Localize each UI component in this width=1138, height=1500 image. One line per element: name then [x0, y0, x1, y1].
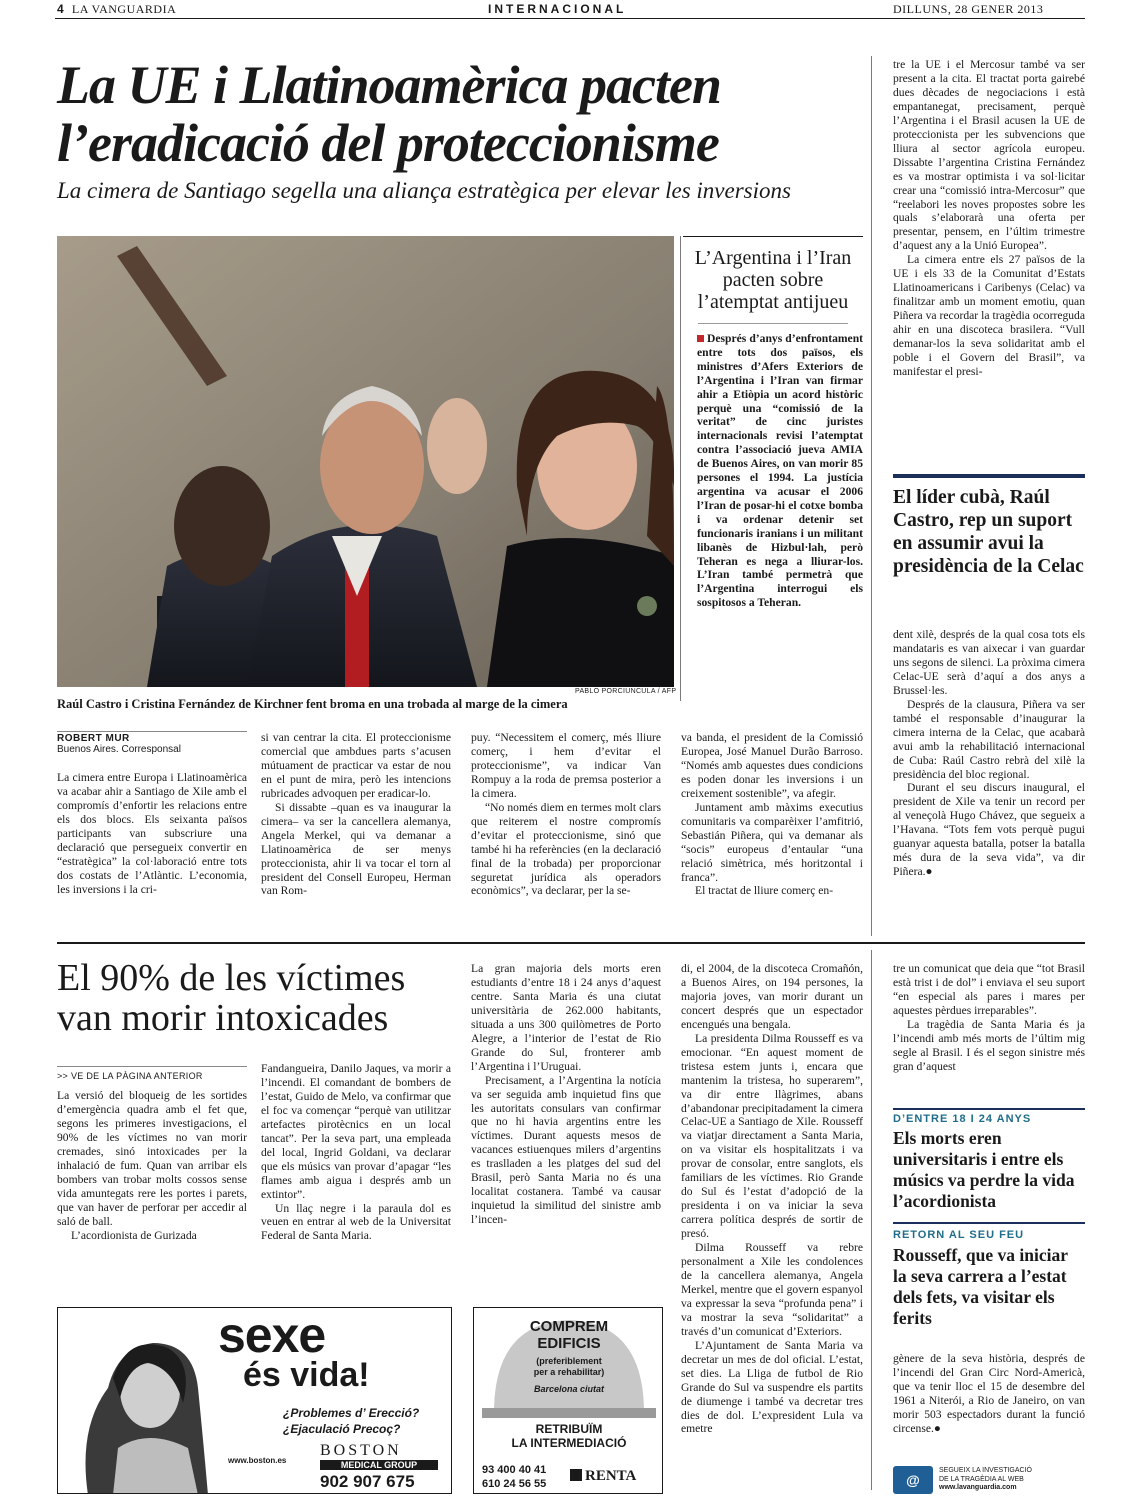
- page-number: 4: [57, 2, 65, 16]
- second-col4-p2: La presidenta Dilma Rousseff es va emocionar. “En aquest moment de tristesa estem junts i, encara que mantenim la tristesa, ho superarem”, va dir entre llàgrimes, abans d’abandonar precipitadament la cimera Celac-UE a Santiago de Xile. Rousseff va viatjar directament a Santa Maria, on va visitar els hospitalitzats i va provar de consolar, entre sanglots, els familiars de les víctimes. Rio Grande do Sul és l’estat d’adopció de la presidenta i on va iniciar la seva carrera política després de sortir de presó.: [681, 1031, 863, 1241]
- second-col1-p1: La versió del bloqueig de les sortides d’emergència quadra amb el fet que, segons les primeres investigacions, el 90% de les víctimes no van morir cremades, sinó intoxicades per la inhalació de fum. Quan van arribar els bombers van trobar molts cossos sense vida amuntegats rere les portes i parets, que van haver de perforar per accedir al saló de ball.: [57, 1089, 247, 1228]
- second-col3-p2: Precisament, a l’Argentina la notícia va ser seguida amb inquietud fins que les autoritats consulars van confirmar que no hi havia argentins entre les víctimes. Durant aquests mesos de vacances estiuenques milers d’argentins es traslladen a les platges del sud del Brasil, però Santa Maria no és una localitat costanera. També va causar inquietud la similitud del sinistre amb l’incen-: [471, 1073, 661, 1227]
- second-col5-p2: La tragèdia de Santa Maria és ja l’incendi amb més morts de l’últim mig segle al Brasil. I és el segon sinistre més gran d’aquest: [893, 1017, 1085, 1073]
- ad-renta-line7: LA INTERMEDIACIÓ: [511, 1436, 627, 1450]
- byline-place: Buenos Aires. Corresponsal: [57, 744, 181, 755]
- main-col4-p3: El tractat de lliure comerç en-: [695, 884, 834, 898]
- section-name: INTERNACIONAL: [488, 2, 627, 16]
- second-col1: [57, 1089, 247, 1242]
- second-col5-bottom-p1: gènere de la seva història, després de l’incendi del Gran Circ Nord-Americà, que va tenir lloc el 15 de desembre del 1961 a Niterói, a Rio de Janeiro, on van morir 503 espectadors durant la funció circense.●: [893, 1352, 1085, 1435]
- main-col1-p1: La cimera entre Europa i Llatinoamèrica va acabar ahir a Santiago de Xile amb el compromís d’enfortir les relacions entre els dos blocs. Els seixanta països participants van subscriure una declaració que persegueix convertir en “estratègica” la col·laboració entre tots dos costats de l’Atlàntic. L’economia, les inversions i la cri-: [57, 771, 247, 896]
- sidebar-body-text: Després d’anys d’enfrontament entre tots dos països, els ministres d’Afers Exteriors de l’Argentina i l’Iran van firmar ahir a Etiòpia un acord històric perquè una “comissió de la veritat” de cinc juristes internacionals revisi l’atemptat contra l’associació jueva AMIA de Buenos Aires, on van morir 85 persones el 1994. La justícia argentina va acusar el 2006 l’Iran de posar-hi el cotxe bomba i va ordenar detenir set funcionaris iranians i un militant libanès de Hizbul·lah, però Teheran es nega a lliurar-los. L’Iran també permetrà que l’Argentina interrogui els sospitosos a Teheran.: [697, 332, 863, 610]
- ad-renta-phone2: 610 24 56 55: [482, 1478, 547, 1490]
- continued-rule: [57, 1066, 247, 1067]
- web-promo-url[interactable]: www.lavanguardia.com: [939, 1484, 1017, 1492]
- web-at-icon: @: [893, 1466, 933, 1494]
- main-col3-p1: puy. “Necessitem el comerç, més lliure comerç, i hem d’evitar el proteccionisme”, va indicar Van Rompuy a la roda de premsa posterior a la cimera.: [471, 731, 661, 800]
- summit-photo: [57, 236, 674, 687]
- second-col2-p1: Fandangueira, Danilo Jaques, va morir a l’incendi. El comandant de bombers de l’estat, Guido de Melo, va confirmar que el foc va començar “perquè van utilitzar artefactes pirotècnics en un local tancat”. Per la seva part, una empleada del local, Ingrid Goldani, va declarar que els músics van provar d’apagar “les flames amb aigua i després amb un extintor”.: [261, 1062, 451, 1201]
- renta-logo-icon: [570, 1469, 582, 1481]
- main-col3-p2: “No només diem en termes molt clars que reiterem el nostre compromís d’evitar el proteccionisme, sinó que també hi ha referències (en la declaració final de la trobada) per proporcionar seguretat jurídica als operadors econòmics”, va declarar, per la se-: [471, 800, 661, 898]
- ad-renta-line1: COMPREM: [529, 1318, 609, 1335]
- main-col2-p1: si van centrar la cita. El proteccionisme comercial que ambdues parts s’acusen mútuament de practicar va estar de nou en el punt de mira, però les intencions rubricades advoquen per eradicar-lo.: [261, 731, 451, 800]
- summit-photo-illustration: [57, 236, 674, 687]
- main-col5-bottom-p1: dent xilè, després de la qual cosa tots els mandataris es van aixecar i van guardar uns segons de silenci. La pròxima cimera Celac-UE serà d’aquí a dos anys a Brussel·les.: [893, 628, 1085, 697]
- sidebar-title: L’Argentina i l’Iran pacten sobre l’atemptat antijueu: [694, 247, 852, 313]
- second-col5-top: [893, 962, 1085, 1074]
- main-col5-bottom-p2: Després de la clausura, Piñera va ser també el responsable d’inaugurar la cimera interna de la Celac, que acabarà avui amb la rehabilitació internacional de Cuba: Raúl Castro rebrà del xilè la presidència del bloc regional.: [893, 697, 1085, 781]
- right-column-rule: [871, 56, 872, 936]
- ad-boston[interactable]: [57, 1307, 452, 1494]
- pull-quote-castro: El líder cubà, Raúl Castro, rep un suport en assumir avui la presidència de la Celac: [893, 487, 1084, 577]
- ad-renta-line2: EDIFICIS: [537, 1335, 601, 1352]
- ad-boston-q2: ¿Ejaculació Precoç?: [283, 1422, 401, 1436]
- ad-boston-brand1: BOSTON: [320, 1442, 402, 1459]
- sidebar-rule: [680, 236, 681, 701]
- web-promo-text: [939, 1467, 1032, 1493]
- header-rule: [55, 18, 1085, 19]
- paper-name: LA VANGUARDIA: [71, 2, 177, 16]
- main-col3: [471, 731, 661, 898]
- ad-renta-brand: [570, 1468, 636, 1485]
- box2-kicker: RETORN AL SEU FEU: [893, 1229, 1025, 1241]
- article-divider: [57, 942, 1085, 944]
- main-col5-bottom: [893, 628, 1085, 879]
- second-col2: [261, 1062, 451, 1243]
- second-col1-p2: L’acordionista de Gurizada: [71, 1228, 197, 1242]
- second-col4: [681, 962, 863, 1494]
- second-col3-p1: La gran majoria dels morts eren estudiants d’entre 18 i 24 anys d’aquest centre. Santa Maria és una ciutat universitària de 262.000 habitants, situada a uns 300 quilòmetres de Porto Alegre, a l’interior de l’estat de Rio Grande do Sul, fronterer amb l’Argentina i l’Uruguai.: [471, 962, 661, 1073]
- ad-renta-line5: Barcelona ciutat: [533, 1384, 605, 1394]
- web-promo[interactable]: [893, 1464, 1085, 1496]
- continued-label: [57, 1071, 203, 1081]
- box1-text: Els morts eren universitaris i entre els músics va perdre la vida l’acordionista: [893, 1128, 1075, 1211]
- page-number-and-paper: [57, 2, 176, 17]
- pull-quote-rule: [893, 474, 1085, 478]
- box1-kicker: D’ENTRE 18 I 24 ANYS: [893, 1113, 1032, 1125]
- main-col5-p2: La cimera entre els 27 països de la UE i els 33 de la Comunitat d’Estats Llatinoamericans i Caribenys (Celac) va finalitzar amb un moment emotiu, quan Piñera va recordar la tragèdia ocorreguda ahir en una discoteca brasilera. “Vull demanar-los la seva solidaritat amb el poble i el Govern del Brasil”, va manifestar el presi-: [893, 253, 1085, 378]
- main-headline-line2: l’eradicació del proteccionisme: [57, 113, 719, 173]
- second-col2-p2: Un llaç negre i la paraula dol es veuen en entrar al web de la Universitat Federal de Santa Maria.: [261, 1201, 451, 1243]
- continued-text: VE DE LA PÀGINA ANTERIOR: [70, 1071, 203, 1081]
- sidebar-title-rule: [698, 323, 848, 324]
- photo-credit: PABLO PORCIUNCULA / AFP: [575, 688, 677, 695]
- ad-renta-phone1: 93 400 40 41: [482, 1464, 547, 1476]
- red-bullet-icon: [697, 335, 704, 342]
- main-col4-p2: Juntament amb màxims executius comunitaris va comparèixer l’amfitrió, Sebastián Piñera, qui va demanar als “socis” europeus d’entaular “una relació simètrica, més horitzontal i franca”.: [681, 800, 863, 884]
- ad-boston-line2: és vida!: [243, 1356, 370, 1394]
- second-right-rule: [871, 950, 872, 1490]
- web-promo-line2: DE LA TRAGÈDIA AL WEB: [939, 1475, 1024, 1483]
- second-col5-bottom: [893, 1352, 1085, 1436]
- ad-renta-line3: (preferiblement: [536, 1356, 602, 1366]
- byline-name: ROBERT MUR: [57, 733, 130, 744]
- second-col4-p4: L’Ajuntament de Santa Maria va decretar un mes de dol oficial. L’estat, set dies. La Lliga de futbol de Rio Grande do Sul va suspendre els partits de diumenge i també va decretar tres dies de dol. L’expresident Lula va emetre: [681, 1338, 863, 1436]
- ad-renta-brand-text: RENTA: [585, 1468, 637, 1484]
- main-col5-bottom-p3: Durant el seu discurs inaugural, el president de Xile va tenir un record per al veneçolà Hugo Chávez, que segueix a l’Havana. “Tots fem vots perquè pugui guanyar aquesta batalla, potser la batalla més dura de la seva vida”, va dir Piñera.●: [893, 781, 1085, 879]
- web-promo-line1: SEGUEIX LA INVESTIGACIÓ: [939, 1467, 1032, 1475]
- second-headline-line1: El 90% de les víctimes: [57, 957, 406, 999]
- main-headline-line1: La UE i Llatinoamèrica pacten: [57, 55, 721, 115]
- page-date: DILLUNS, 28 GENER 2013: [893, 2, 1044, 16]
- main-col5-top: [893, 58, 1085, 379]
- main-headline: [57, 56, 877, 172]
- ad-renta-line6: RETRIBUÏM: [535, 1422, 603, 1436]
- box1-rule: [893, 1108, 1085, 1110]
- main-subheadline: La cimera de Santiago segella una aliança estratègica per elevar les inversions: [57, 178, 791, 203]
- main-col1: [57, 771, 247, 897]
- box2-text: Rousseff, que va iniciar la seva carrera a l’estat dels fets, va visitar els ferits: [893, 1245, 1068, 1328]
- main-col4: [681, 731, 863, 898]
- second-col4-p1: di, el 2004, de la discoteca Cromañón, a Buenos Aires, on 194 persones, la majoria joves, van morir durant un concert després que un espectador encengués una bengala.: [681, 962, 863, 1031]
- main-col4-p1: va banda, el president de la Comissió Europea, José Manuel Durão Barroso. “Només amb aquestes dues condicions es poden donar les inversions i un creixement sostenible”, va afegir.: [681, 731, 863, 800]
- ad-boston-web[interactable]: www.boston.es: [228, 1456, 287, 1465]
- photo-caption: Raúl Castro i Cristina Fernández de Kirchner fent broma en una trobada al marge de la cimera: [57, 697, 568, 711]
- main-col2-p2: Si dissabte –quan es va inaugurar la cimera– va ser la cancellera alemanya, Angela Merkel, qui va demanar a Llatinoamèrica de ser menys proteccionista, ahir li va tocar el torn al president del Consell Europeu, Herman van Rom-: [261, 800, 451, 898]
- ad-boston-q1: ¿Problemes d’ Erecció?: [283, 1406, 420, 1420]
- sidebar-body: [683, 332, 863, 610]
- second-col3: [471, 962, 661, 1227]
- ad-model-silhouette: [58, 1308, 218, 1494]
- byline-rule: [57, 731, 247, 732]
- main-col5-p1: tre la UE i el Mercosur també va ser present a la cita. El tractat porta gairebé dues dècades de negociacions i està empantanegat, precisament, perquè l’Argentina i el Brasil acusen la UE de proteccionista per les subvencions que lliura al sector agrícola europeu. Dissabte l’argentina Cristina Fernández es va mostrar optimista i va sol·licitar crear una “comissió intra-Mercosur” que “reelabori les noves propostes sobre les quals s’elaborarà una oferta per presentar, pensem, en l’últim trimestre d’aquest any a la Unió Europea”.: [893, 58, 1085, 253]
- box2-rule: [893, 1222, 1085, 1224]
- ad-renta-line4: per a rehabilitar): [533, 1367, 605, 1377]
- byline: [57, 733, 181, 755]
- second-headline-line2: van morir intoxicades: [57, 997, 389, 1039]
- ad-boston-brand2: MEDICAL GROUP: [320, 1460, 438, 1470]
- sidebar-iran: [683, 236, 863, 610]
- second-col4-p3: Dilma Rousseff va rebre personalment a Xile les condolences de la cancellera alemanya, Angela Merkel, mentre que el govern espanyol va expressar la seva “profunda pena” i va mostrar la seva “solidaritat” a través d’un comunicat d’Exteriors.: [681, 1241, 863, 1338]
- double-arrow-icon: >>: [57, 1071, 69, 1081]
- ad-renta[interactable]: [473, 1307, 663, 1494]
- ad-boston-line1: sexe: [218, 1307, 326, 1363]
- second-headline: [57, 958, 467, 1038]
- main-col2: [261, 731, 451, 898]
- ad-boston-phone: 902 907 675: [320, 1472, 415, 1491]
- second-col5-p1: tre un comunicat que deia que “tot Brasil està trist i de dol” i enviava el seu suport “en especial als pares i mares per aquestes pèrdues irreparables”.: [893, 962, 1085, 1017]
